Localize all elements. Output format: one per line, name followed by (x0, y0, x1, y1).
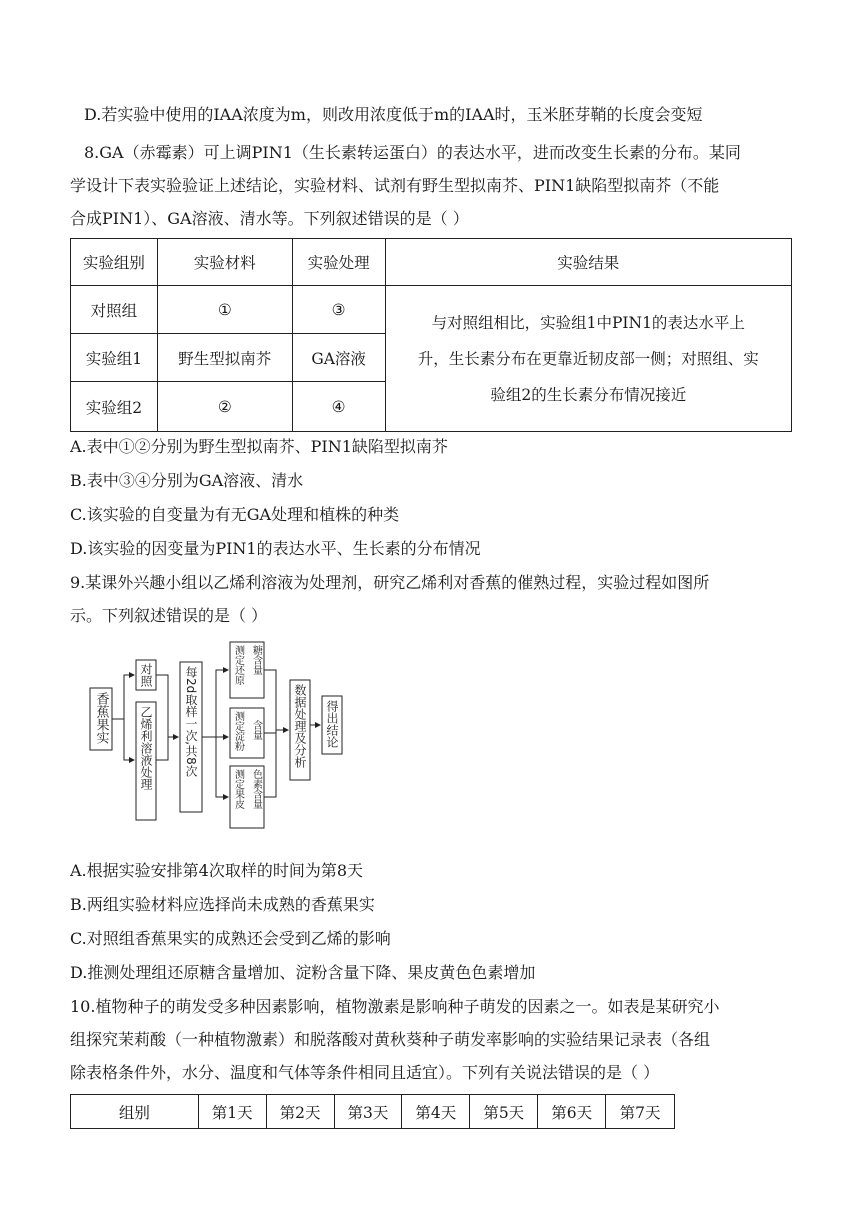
flow-control: 对照 (139, 663, 153, 687)
q9-stem-line1: 9.某课外兴趣小组以乙烯利溶液为处理剂，研究乙烯利对香蕉的催熟过程，实验过程如图所 (70, 573, 710, 592)
q8-option-d: D.该实验的因变量为PIN1的表达水平、生长素的分布情况 (70, 539, 481, 558)
q8-result-line2: 升，生长素分布在更靠近韧皮部一侧；对照组、实 (417, 349, 759, 368)
q10-header-day6: 第6天 (538, 1095, 606, 1129)
q9-option-c: C.对照组香蕉果实的成熟还会受到乙烯的影响 (70, 929, 391, 948)
q7-option-d: D.若实验中使用的IAA浓度为m，则改用浓度低于m的IAA时，玉米胚芽鞘的长度会变短 (84, 105, 703, 124)
q8-row-control-material: ① (157, 286, 292, 334)
q8-row-exp1-group: 实验组1 (71, 334, 158, 382)
q8-option-c: C.该实验的自变量为有无GA处理和植株的种类 (70, 505, 400, 524)
flow-m2a: 测定淀粉 (232, 711, 244, 751)
q10-header-day1: 第1天 (198, 1095, 266, 1129)
flow-m2b: 含量 (250, 720, 262, 740)
q8-header-material: 实验材料 (157, 239, 292, 286)
q9-option-a: A.根据实验安排第4次取样的时间为第8天 (70, 861, 364, 880)
q8-header-treatment: 实验处理 (292, 239, 385, 286)
q10-stem-line3: 除表格条件外，水分、温度和气体等条件相同且适宜）。下列有关说法错误的是（ ） (70, 1063, 660, 1082)
q8-stem-line3: 合成PIN1）、GA溶液、清水等。下列叙述错误的是（ ） (70, 209, 469, 228)
flow-m3a: 测定果皮 (232, 769, 244, 809)
q10-stem-line1: 10.植物种子的萌发受多种因素影响，植物激素是影响种子萌发的因素之一。如表是某研究小 (70, 997, 720, 1016)
q8-table (70, 238, 792, 432)
q10-header-day5: 第5天 (470, 1095, 538, 1129)
flow-conclude: 得出结论 (325, 700, 339, 748)
flow-start: 香蕉果实 (93, 692, 109, 744)
q9-option-d: D.推测处理组还原糖含量增加、淀粉含量下降、果皮黄色色素增加 (70, 963, 536, 982)
q8-row-control-group: 对照组 (71, 286, 158, 334)
q8-row-exp1-treatment: GA溶液 (292, 334, 385, 382)
q10-header-day2: 第2天 (266, 1095, 334, 1129)
q10-stem-line2: 组探究茉莉酸（一种植物激素）和脱落酸对黄秋葵种子萌发率影响的实验结果记录表（各组 (70, 1030, 711, 1049)
q8-header-group: 实验组别 (71, 239, 158, 286)
flow-sample: 每2d取样一次,共8次 (184, 666, 198, 777)
flow-treat: 乙烯利溶液处理 (139, 706, 153, 790)
q10-header-day3: 第3天 (334, 1095, 402, 1129)
q8-row-exp2-group: 实验组2 (71, 382, 158, 432)
q9-flow-diagram (84, 640, 369, 830)
flow-analyze: 数据处理及分析 (293, 684, 307, 768)
q9-stem-line2: 示。下列叙述错误的是（ ） (70, 606, 268, 625)
q8-row-control-treatment: ③ (292, 286, 385, 334)
flow-m1b: 糖含量 (250, 645, 262, 675)
q8-row-exp2-treatment: ④ (292, 382, 385, 432)
q10-header-day4: 第4天 (402, 1095, 470, 1129)
q8-row-exp1-material: 野生型拟南芥 (157, 334, 292, 382)
q8-option-b: B.表中③④分别为GA溶液、清水 (70, 471, 304, 490)
flow-m3b: 色素含量 (250, 769, 262, 809)
q8-stem-line1: 8.GA（赤霉素）可上调PIN1（生长素转运蛋白）的表达水平，进而改变生长素的分布。某同 (84, 143, 741, 162)
q8-stem-line2: 学设计下表实验验证上述结论，实验材料、试剂有野生型拟南芥、PIN1缺陷型拟南芥（不能 (70, 176, 720, 195)
q10-header-group: 组别 (71, 1095, 199, 1129)
q10-table (70, 1094, 675, 1129)
q8-result-line3: 验组2的生长素分布情况接近 (490, 385, 687, 404)
q8-result-cell (385, 286, 791, 432)
q8-row-exp2-material: ② (157, 382, 292, 432)
q8-header-result: 实验结果 (385, 239, 791, 286)
q10-header-day7: 第7天 (606, 1095, 675, 1129)
q9-option-b: B.两组实验材料应选择尚未成熟的香蕉果实 (70, 895, 375, 914)
q8-result-line1: 与对照组相比，实验组1中PIN1的表达水平上 (431, 313, 745, 332)
flow-m1a: 测定还原 (232, 645, 244, 685)
q8-option-a: A.表中①②分别为野生型拟南芥、PIN1缺陷型拟南芥 (70, 437, 448, 456)
